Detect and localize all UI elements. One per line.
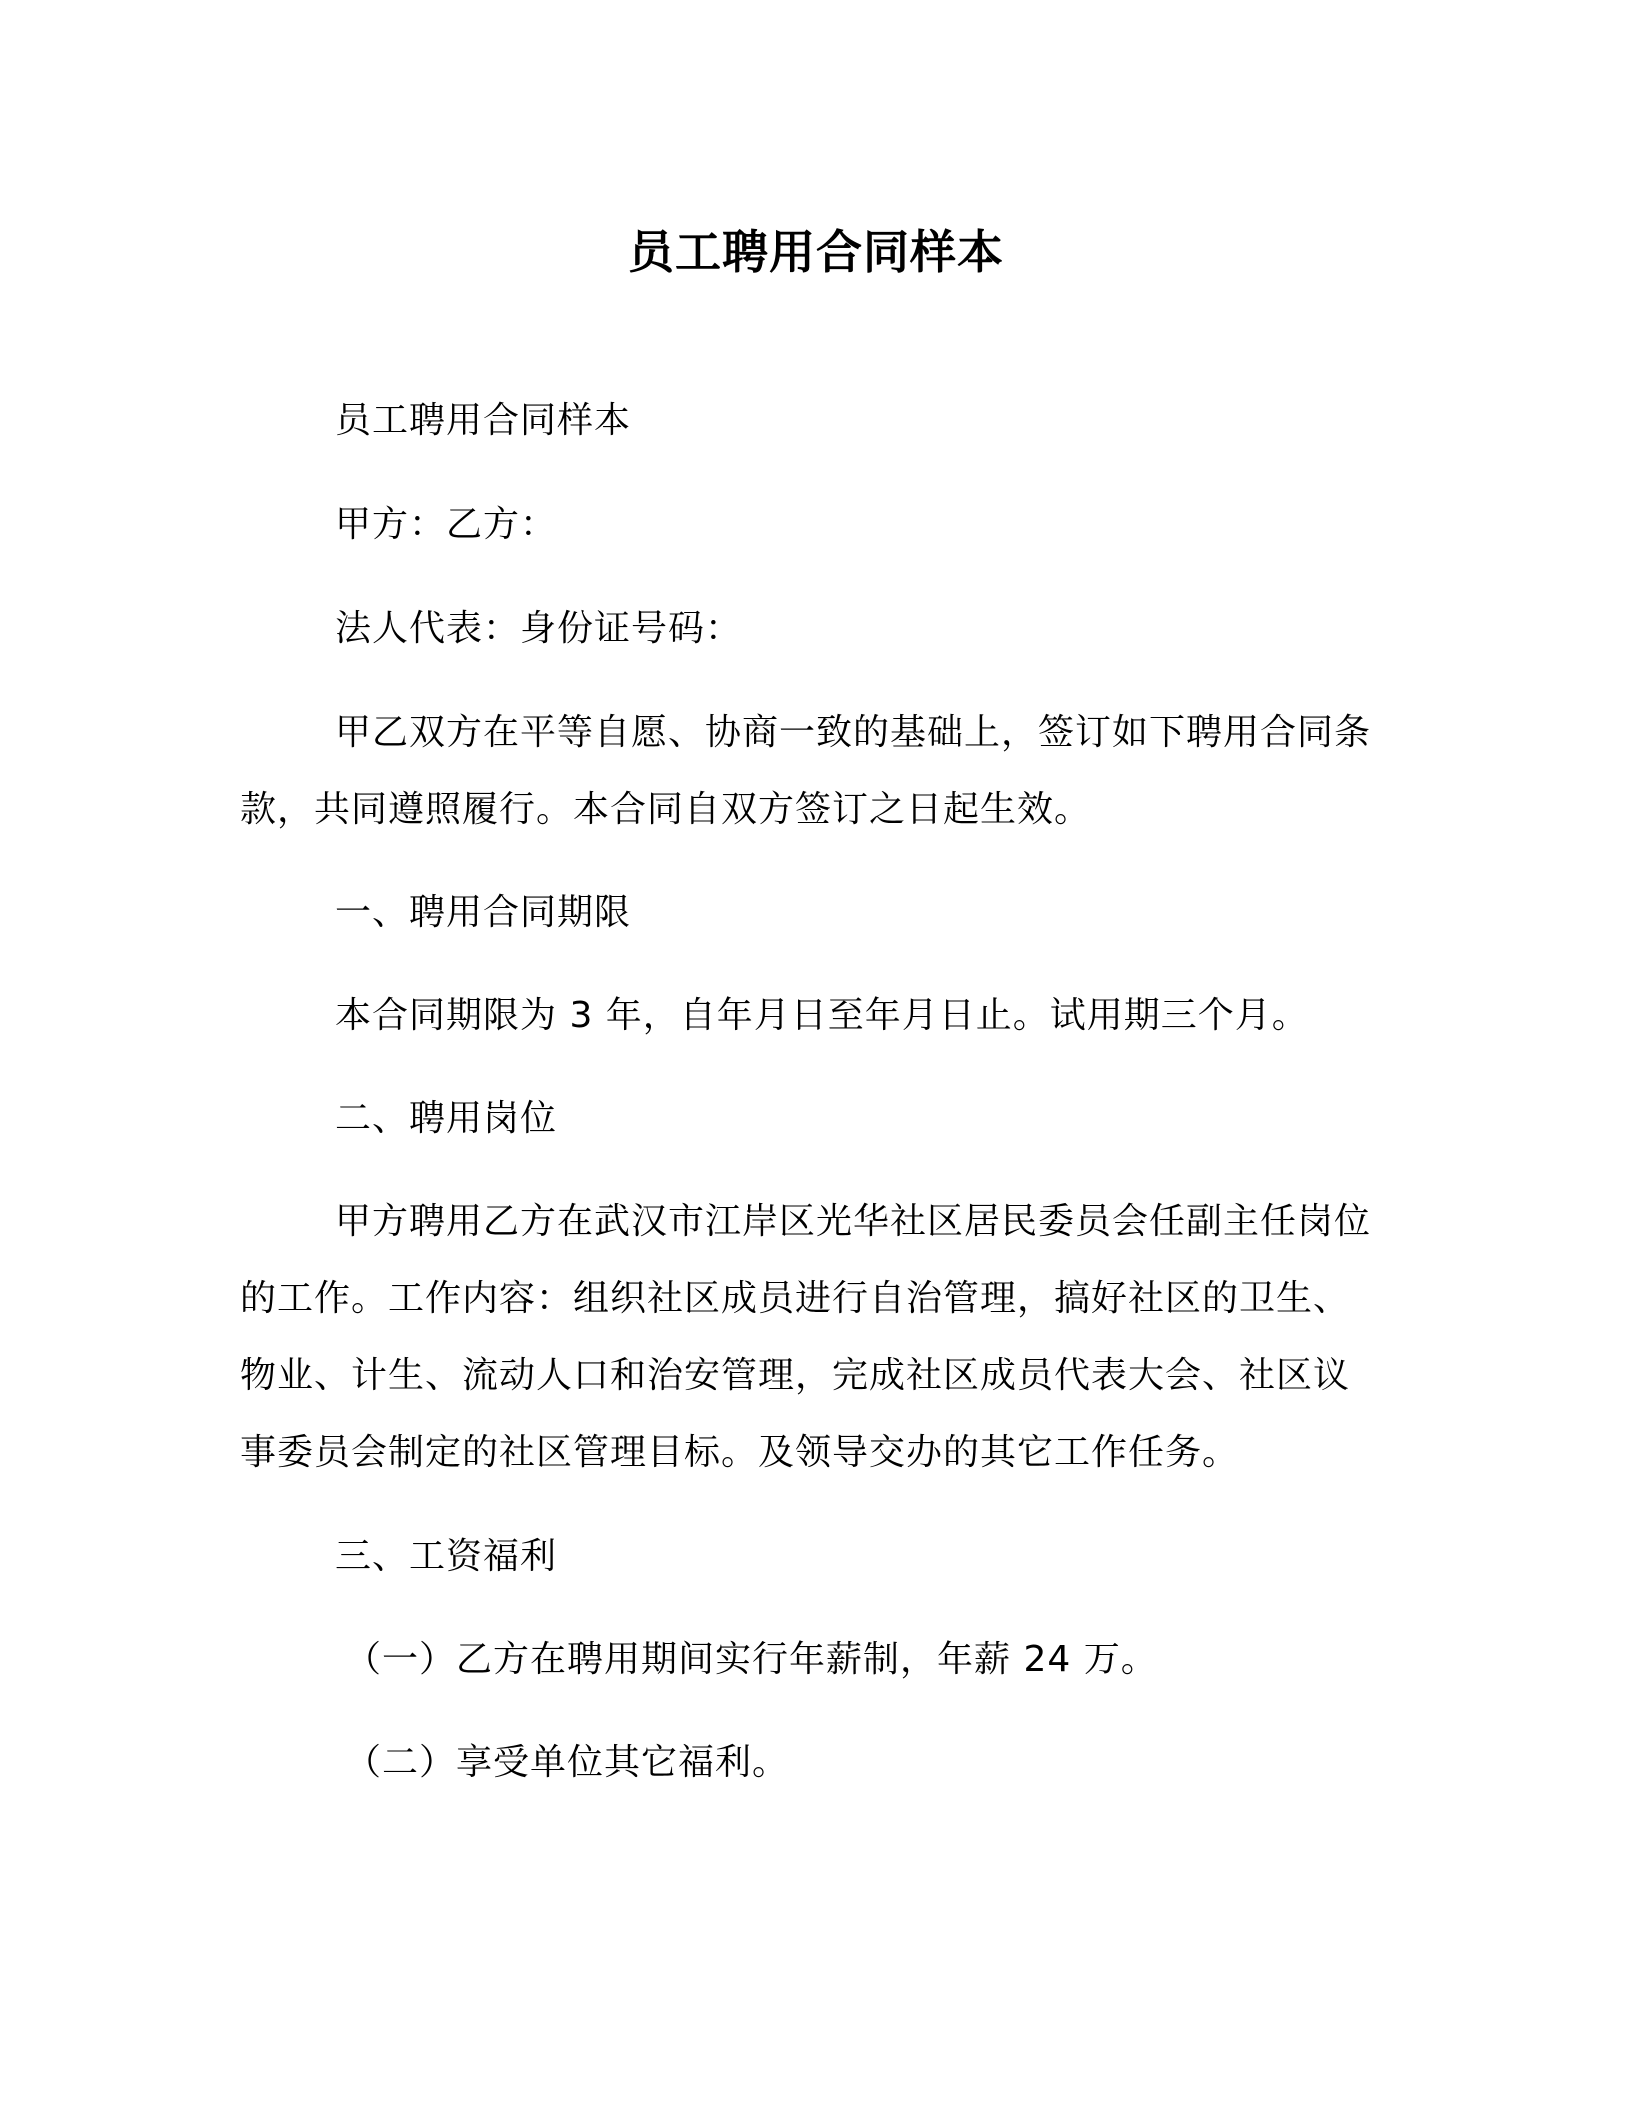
party-line: 甲方：乙方：: [335, 504, 558, 545]
section-1-body: 本合同期限为 3 年，自年月日至年月日止。试用期三个月。: [335, 995, 1309, 1036]
section-2-body-line-2: 的工作。工作内容：组织社区成员进行自治管理，搞好社区的卫生、: [240, 1278, 1351, 1319]
section-3-heading: 三、工资福利: [335, 1536, 558, 1577]
section-2-heading: 二、聘用岗位: [335, 1098, 558, 1139]
section-2-body-line-3: 物业、计生、流动人口和治安管理，完成社区成员代表大会、社区议: [240, 1355, 1351, 1396]
section-2-body-line-1: 甲方聘用乙方在武汉市江岸区光华社区居民委员会任副主任岗位: [335, 1201, 1372, 1242]
document-title: 员工聘用合同样本: [628, 225, 1004, 279]
preamble-line-2: 款，共同遵照履行。本合同自双方签订之日起生效。: [240, 789, 1092, 830]
section-3-item-1: （一）乙方在聘用期间实行年薪制，年薪 24 万。: [345, 1639, 1158, 1680]
representative-line: 法人代表：身份证号码：: [335, 608, 743, 649]
section-3-item-2: （二）享受单位其它福利。: [345, 1742, 790, 1783]
contract-heading: 员工聘用合同样本: [335, 400, 632, 441]
section-1-heading: 一、聘用合同期限: [335, 892, 632, 933]
section-2-body-line-4: 事委员会制定的社区管理目标。及领导交办的其它工作任务。: [240, 1432, 1240, 1473]
preamble-line-1: 甲乙双方在平等自愿、协商一致的基础上，签订如下聘用合同条: [335, 712, 1372, 753]
